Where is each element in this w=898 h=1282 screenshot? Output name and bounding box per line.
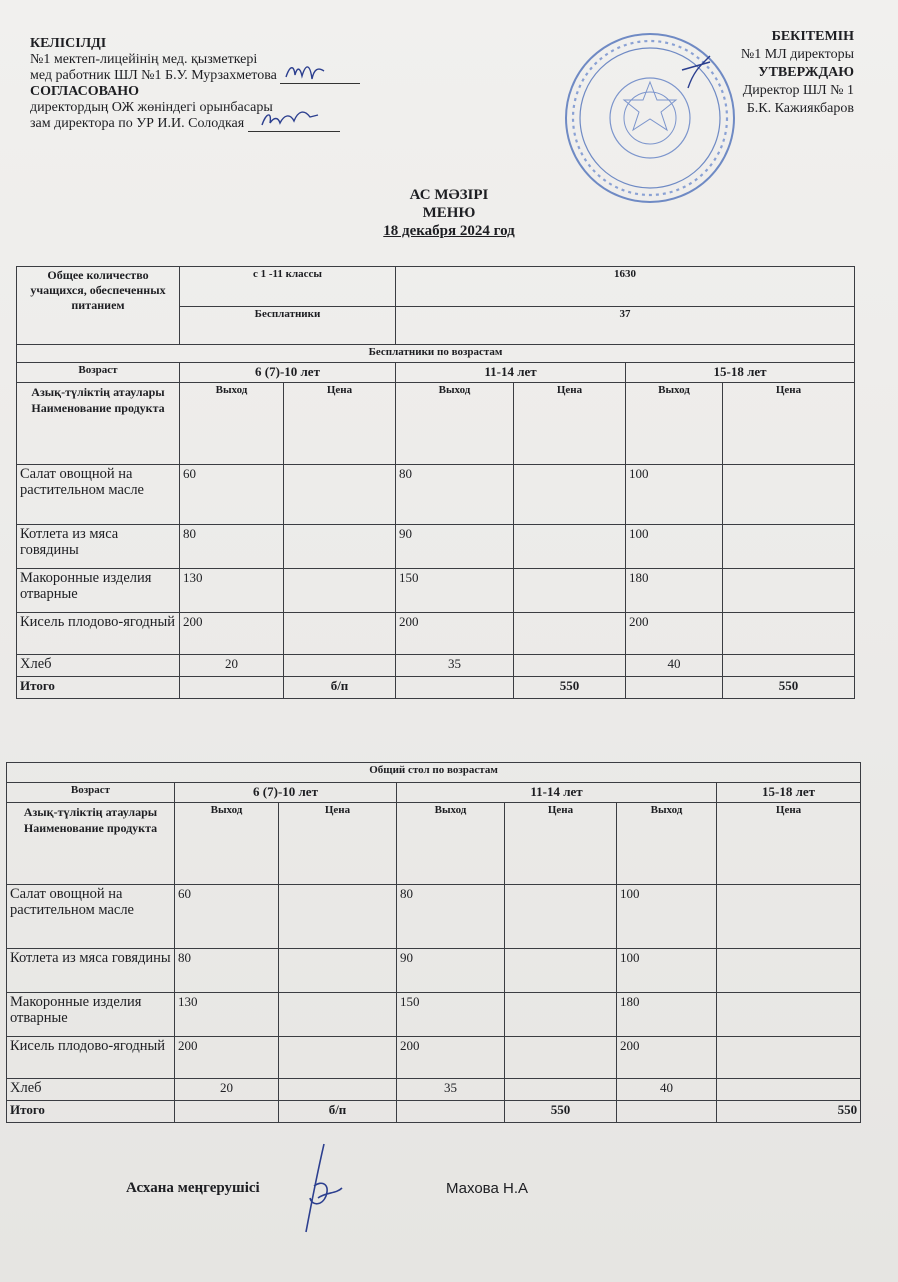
product-name: Салат овощной на растительном масле: [7, 885, 175, 949]
price-cell: [717, 993, 861, 1037]
output-value: 20: [175, 1079, 279, 1101]
output-value: 80: [397, 885, 505, 949]
deputy-line-kz: директордың ОЖ жөніндегі орынбасары: [30, 100, 273, 115]
director-name: Б.К. Кажиякбаров: [746, 101, 854, 116]
table-row: [7, 949, 861, 993]
output-value: 200: [626, 613, 723, 655]
med-worker-line-ru: мед работник ШЛ №1 Б.У. Мурзахметова: [30, 68, 360, 84]
table1-age-row: [17, 363, 855, 383]
approval-left-block: [30, 36, 360, 132]
deputy-signature: [248, 117, 340, 132]
price-cell: [505, 949, 617, 993]
col-output-2: Выход: [396, 383, 514, 465]
price-cell: [279, 885, 397, 949]
table-row: [7, 885, 861, 949]
signature-mark-2: [248, 107, 340, 131]
output-value: 60: [180, 465, 284, 525]
free-meals-table: [16, 266, 855, 699]
output-value: 90: [397, 949, 505, 993]
classes-label: с 1 -11 классы: [180, 267, 396, 307]
col-price-3: Цена: [717, 803, 861, 885]
price-cell: [514, 569, 626, 613]
output-value: 100: [617, 885, 717, 949]
table2-total-row: [7, 1101, 861, 1123]
output-value: 200: [397, 1037, 505, 1079]
col-price-3: Цена: [723, 383, 855, 465]
price-cell: [279, 1079, 397, 1101]
total-empty: [180, 677, 284, 699]
col-output-3: Выход: [617, 803, 717, 885]
product-header: Азық-түліктің атаулары Наименование продукта: [17, 383, 180, 465]
col-output-1: Выход: [180, 383, 284, 465]
director-label-ru: Директор ШЛ № 1: [742, 83, 854, 98]
product-name: Салат овощной на растительном масле: [17, 465, 180, 525]
total-value-1: б/п: [284, 677, 396, 699]
table-row: [7, 1037, 861, 1079]
med-worker-signature: [280, 69, 360, 84]
menu-date: 18 декабря 2024 год: [383, 223, 515, 239]
price-cell: [505, 1079, 617, 1101]
output-value: 200: [180, 613, 284, 655]
approved-label: СОГЛАСОВАНО: [30, 84, 139, 99]
price-cell: [505, 993, 617, 1037]
col-price-1: Цена: [279, 803, 397, 885]
output-value: 150: [396, 569, 514, 613]
col-price-1: Цена: [284, 383, 396, 465]
output-value: 100: [626, 525, 723, 569]
age-group-1: 6 (7)-10 лет: [175, 783, 397, 803]
table-row: [17, 465, 855, 525]
age-label: Возраст: [17, 363, 180, 383]
col-output-1: Выход: [175, 803, 279, 885]
table1-column-header-row: [17, 383, 855, 465]
price-cell: [723, 525, 855, 569]
approval-right-block: [741, 28, 854, 118]
confirm-label-kz: БЕКІТЕМІН: [771, 29, 854, 44]
price-cell: [279, 1037, 397, 1079]
col-price-2: Цена: [505, 803, 617, 885]
age-group-1: 6 (7)-10 лет: [180, 363, 396, 383]
product-header: Азық-түліктің атаулары Наименование продукта: [7, 803, 175, 885]
price-cell: [723, 465, 855, 525]
table2-age-row: [7, 783, 861, 803]
general-meals-table: [6, 762, 861, 1123]
canteen-head-name: Махова Н.А: [446, 1180, 528, 1197]
document-title: [0, 186, 898, 240]
output-value: 20: [180, 655, 284, 677]
product-name: Котлета из мяса говядины: [7, 949, 175, 993]
price-cell: [717, 885, 861, 949]
canteen-head-signature: [296, 1140, 356, 1240]
total-empty: [396, 677, 514, 699]
table2-title-row: [7, 763, 861, 783]
price-cell: [514, 525, 626, 569]
price-cell: [284, 655, 396, 677]
free-value: 37: [396, 307, 855, 345]
title-kz: АС МӘЗІРІ: [409, 187, 489, 203]
total-label: Итого: [17, 677, 180, 699]
summary-row-classes: [17, 267, 855, 307]
table-row: [17, 569, 855, 613]
summary-label: Общее количество учащихся, обеспеченных питанием: [17, 267, 180, 345]
output-value: 180: [617, 993, 717, 1037]
output-value: 90: [396, 525, 514, 569]
table2-title: Общий стол по возрастам: [7, 763, 861, 783]
age-label: Возраст: [7, 783, 175, 803]
title-ru: МЕНЮ: [422, 205, 476, 221]
output-value: 180: [626, 569, 723, 613]
price-cell: [717, 949, 861, 993]
price-cell: [279, 949, 397, 993]
product-name: Хлеб: [7, 1079, 175, 1101]
confirm-label-ru: УТВЕРЖДАЮ: [758, 65, 854, 80]
table1-title: Бесплатники по возрастам: [17, 345, 855, 363]
output-value: 60: [175, 885, 279, 949]
table1-total-row: [17, 677, 855, 699]
table-row: [17, 655, 855, 677]
output-value: 40: [626, 655, 723, 677]
output-value: 80: [396, 465, 514, 525]
deputy-line-ru: зам директора по УР И.И. Солодкая: [30, 116, 360, 132]
table-row: [7, 993, 861, 1037]
med-worker-line-kz: №1 мектеп-лицейінің мед. қызметкері: [30, 52, 258, 67]
output-value: 200: [617, 1037, 717, 1079]
price-cell: [717, 1037, 861, 1079]
total-value-2: 550: [505, 1101, 617, 1123]
table-row: [17, 613, 855, 655]
price-cell: [717, 1079, 861, 1101]
product-name: Кисель плодово-ягодный: [17, 613, 180, 655]
total-label: Итого: [7, 1101, 175, 1123]
price-cell: [284, 613, 396, 655]
price-cell: [505, 1037, 617, 1079]
price-cell: [284, 525, 396, 569]
total-empty: [175, 1101, 279, 1123]
total-value-2: 550: [514, 677, 626, 699]
table2-column-header-row: [7, 803, 861, 885]
product-name: Хлеб: [17, 655, 180, 677]
total-value-3: 550: [717, 1101, 861, 1123]
output-value: 130: [175, 993, 279, 1037]
col-output-2: Выход: [397, 803, 505, 885]
output-value: 130: [180, 569, 284, 613]
total-value-3: 550: [723, 677, 855, 699]
age-group-2: 11-14 лет: [396, 363, 626, 383]
output-value: 200: [175, 1037, 279, 1079]
price-cell: [284, 569, 396, 613]
output-value: 35: [397, 1079, 505, 1101]
signature-mark-1: [280, 61, 360, 83]
price-cell: [505, 885, 617, 949]
price-cell: [514, 465, 626, 525]
price-cell: [723, 613, 855, 655]
output-value: 80: [175, 949, 279, 993]
total-value-1: б/п: [279, 1101, 397, 1123]
price-cell: [514, 655, 626, 677]
table-row: [17, 525, 855, 569]
total-empty: [617, 1101, 717, 1123]
school-stamp-seal: [562, 30, 738, 206]
output-value: 150: [397, 993, 505, 1037]
director-label-kz: №1 МЛ директоры: [740, 47, 854, 62]
price-cell: [279, 993, 397, 1037]
product-name: Макоронные изделия отварные: [7, 993, 175, 1037]
price-cell: [723, 569, 855, 613]
agreed-label: КЕЛІСІЛДІ: [30, 36, 107, 51]
classes-value: 1630: [396, 267, 855, 307]
age-group-3: 15-18 лет: [717, 783, 861, 803]
table-row: [7, 1079, 861, 1101]
table1-title-row: [17, 345, 855, 363]
age-group-3: 15-18 лет: [626, 363, 855, 383]
price-cell: [514, 613, 626, 655]
output-value: 100: [626, 465, 723, 525]
product-name: Макоронные изделия отварные: [17, 569, 180, 613]
price-cell: [284, 465, 396, 525]
output-value: 80: [180, 525, 284, 569]
col-output-3: Выход: [626, 383, 723, 465]
canteen-head-role: Асхана меңгерушісі: [126, 1180, 260, 1196]
age-group-2: 11-14 лет: [397, 783, 717, 803]
total-empty: [397, 1101, 505, 1123]
output-value: 40: [617, 1079, 717, 1101]
output-value: 35: [396, 655, 514, 677]
total-empty: [626, 677, 723, 699]
col-price-2: Цена: [514, 383, 626, 465]
output-value: 100: [617, 949, 717, 993]
price-cell: [723, 655, 855, 677]
product-name: Котлета из мяса говядины: [17, 525, 180, 569]
output-value: 200: [396, 613, 514, 655]
free-label: Бесплатники: [180, 307, 396, 345]
product-name: Кисель плодово-ягодный: [7, 1037, 175, 1079]
